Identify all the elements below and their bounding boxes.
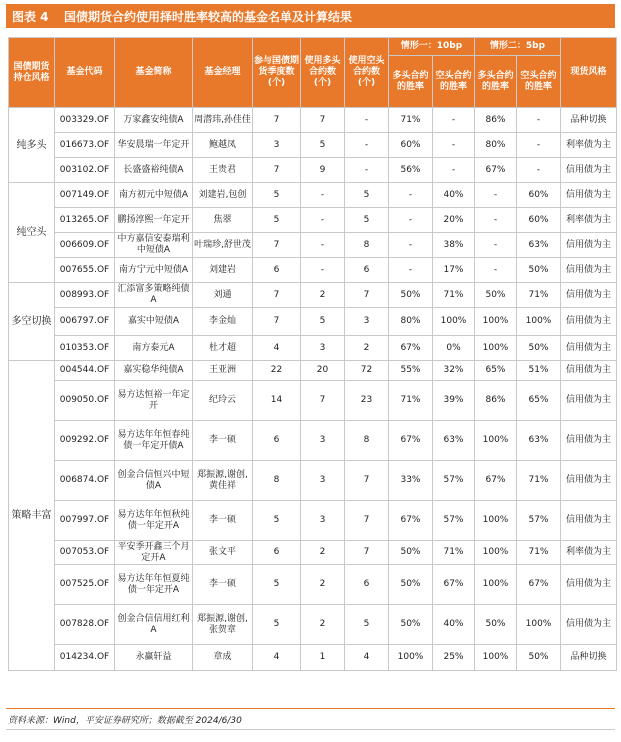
table-cell: 信用债为主 bbox=[561, 233, 617, 258]
table-cell: 平安季开鑫三个月定开A bbox=[115, 541, 193, 565]
category-cell: 多空切换 bbox=[9, 283, 55, 361]
table-cell: - bbox=[517, 108, 561, 133]
table-cell: 李一硕 bbox=[193, 565, 253, 605]
table-cell: - bbox=[345, 133, 389, 158]
table-cell: 20% bbox=[433, 208, 475, 233]
table-cell: 100% bbox=[475, 541, 517, 565]
table-cell: 57% bbox=[433, 461, 475, 501]
table-cell: 6 bbox=[253, 258, 301, 283]
table-cell: 南方初元中短债A bbox=[115, 183, 193, 208]
table-cell: 7 bbox=[345, 501, 389, 541]
table-cell: 72 bbox=[345, 361, 389, 381]
table-cell: 100% bbox=[389, 645, 433, 671]
table-cell: 易方达年年恒秋纯债一年定开A bbox=[115, 501, 193, 541]
table-cell: 50% bbox=[517, 258, 561, 283]
table-cell: 信用债为主 bbox=[561, 605, 617, 645]
table-cell: 章成 bbox=[193, 645, 253, 671]
table-cell: 7 bbox=[253, 283, 301, 308]
table-cell: 5 bbox=[253, 208, 301, 233]
table-cell: 8 bbox=[253, 461, 301, 501]
table-cell: 鹏扬淳熙一年定开 bbox=[115, 208, 193, 233]
table-cell: 5 bbox=[345, 605, 389, 645]
table-cell: 信用债为主 bbox=[561, 183, 617, 208]
table-cell: 信用债为主 bbox=[561, 308, 617, 336]
table-row bbox=[9, 108, 617, 133]
bottom-divider bbox=[6, 729, 615, 730]
table-row bbox=[9, 381, 617, 421]
table-row bbox=[9, 565, 617, 605]
header-category: 国债期货持仓风格 bbox=[9, 38, 55, 108]
category-cell: 纯多头 bbox=[9, 108, 55, 183]
figure-title-bar bbox=[6, 4, 615, 28]
table-cell: 40% bbox=[433, 605, 475, 645]
table-cell: 信用债为主 bbox=[561, 381, 617, 421]
table-cell: 张文平 bbox=[193, 541, 253, 565]
table-cell: 7 bbox=[253, 308, 301, 336]
table-cell: 信用债为主 bbox=[561, 158, 617, 183]
table-cell: 63% bbox=[517, 233, 561, 258]
table-row bbox=[9, 233, 617, 258]
table-cell: 郑振源,谢创,张贺章 bbox=[193, 605, 253, 645]
table-cell: 鲍越凤 bbox=[193, 133, 253, 158]
table-cell: 华安晨瑞一年定开 bbox=[115, 133, 193, 158]
table-cell: 57% bbox=[517, 501, 561, 541]
table-cell: 009292.OF bbox=[55, 421, 115, 461]
table-cell: 67% bbox=[389, 336, 433, 361]
table-cell: 60% bbox=[389, 133, 433, 158]
header-manager: 基金经理 bbox=[193, 38, 253, 108]
table-cell: 8 bbox=[345, 421, 389, 461]
table-cell: 易方达年年恒夏纯债一年定开A bbox=[115, 565, 193, 605]
table-cell: 100% bbox=[475, 421, 517, 461]
table-cell: 25% bbox=[433, 645, 475, 671]
table-row bbox=[9, 361, 617, 381]
table-cell: 刘建岩,包创 bbox=[193, 183, 253, 208]
table-cell: 叶瑞珍,舒世茂 bbox=[193, 233, 253, 258]
header-s2-long-rate: 多头合约的胜率 bbox=[475, 56, 517, 108]
table-cell: 71% bbox=[433, 541, 475, 565]
table-cell: 67% bbox=[389, 421, 433, 461]
table-cell: 100% bbox=[433, 308, 475, 336]
table-cell: 71% bbox=[433, 283, 475, 308]
table-cell: 南方宁元中短债A bbox=[115, 258, 193, 283]
table-cell: - bbox=[389, 208, 433, 233]
table-cell: 007525.OF bbox=[55, 565, 115, 605]
table-cell: 易方达年年恒春纯债一年定开债A bbox=[115, 421, 193, 461]
table-cell: 14 bbox=[253, 381, 301, 421]
table-cell: 100% bbox=[475, 645, 517, 671]
table-cell: 65% bbox=[475, 361, 517, 381]
table-cell: 南方泰元A bbox=[115, 336, 193, 361]
table-cell: 4 bbox=[345, 645, 389, 671]
table-row bbox=[9, 501, 617, 541]
table-cell: 纪玲云 bbox=[193, 381, 253, 421]
table-cell: 王亚洲 bbox=[193, 361, 253, 381]
table-cell: 3 bbox=[345, 308, 389, 336]
header-quarters: 参与国债期货季度数(个) bbox=[253, 38, 301, 108]
table-row bbox=[9, 258, 617, 283]
table-cell: 100% bbox=[517, 308, 561, 336]
table-cell: 71% bbox=[517, 541, 561, 565]
table-cell: 40% bbox=[433, 183, 475, 208]
table-cell: 50% bbox=[475, 605, 517, 645]
table-cell: - bbox=[389, 258, 433, 283]
table-cell: 006874.OF bbox=[55, 461, 115, 501]
table-cell: - bbox=[475, 183, 517, 208]
table-cell: 嘉实稳华纯债A bbox=[115, 361, 193, 381]
table-row bbox=[9, 183, 617, 208]
table-cell: 7 bbox=[253, 233, 301, 258]
table-cell: - bbox=[389, 233, 433, 258]
table-cell: 17% bbox=[433, 258, 475, 283]
table-cell: - bbox=[433, 108, 475, 133]
table-cell: 2 bbox=[301, 283, 345, 308]
table-cell: 3 bbox=[301, 501, 345, 541]
table-cell: 67% bbox=[433, 565, 475, 605]
category-cell: 纯空头 bbox=[9, 183, 55, 283]
table-cell: 信用债为主 bbox=[561, 461, 617, 501]
table-cell: 汇添富多策略纯债A bbox=[115, 283, 193, 308]
table-cell: 50% bbox=[475, 283, 517, 308]
table-cell: 5 bbox=[253, 183, 301, 208]
header-scenario-2: 情形二：5bp bbox=[475, 38, 561, 56]
table-cell: 33% bbox=[389, 461, 433, 501]
table-cell: 63% bbox=[433, 421, 475, 461]
table-cell: 100% bbox=[475, 336, 517, 361]
table-cell: 杜才超 bbox=[193, 336, 253, 361]
table-cell: 李一硕 bbox=[193, 421, 253, 461]
table-cell: 003102.OF bbox=[55, 158, 115, 183]
table-cell: - bbox=[301, 208, 345, 233]
table-cell: 5 bbox=[253, 605, 301, 645]
table-cell: - bbox=[345, 158, 389, 183]
table-cell: 010353.OF bbox=[55, 336, 115, 361]
table-cell: 7 bbox=[301, 108, 345, 133]
source-note: 资料来源：Wind，平安证券研究所；数据截至 2024/6/30 bbox=[8, 716, 242, 726]
table-cell: 长盛盛裕纯债A bbox=[115, 158, 193, 183]
table-cell: 3 bbox=[301, 461, 345, 501]
table-cell: 60% bbox=[517, 208, 561, 233]
table-row bbox=[9, 461, 617, 501]
table-cell: 王贵君 bbox=[193, 158, 253, 183]
table-cell: 7 bbox=[301, 381, 345, 421]
table-cell: 万家鑫安纯债A bbox=[115, 108, 193, 133]
table-cell: 013265.OF bbox=[55, 208, 115, 233]
table-cell: 71% bbox=[517, 283, 561, 308]
table-cell: 71% bbox=[517, 461, 561, 501]
table-cell: 80% bbox=[475, 133, 517, 158]
table-cell: 39% bbox=[433, 381, 475, 421]
table-cell: 中方嘉信安泰瑞利中短债A bbox=[115, 233, 193, 258]
table-cell: 信用债为主 bbox=[561, 361, 617, 381]
table-cell: 信用债为主 bbox=[561, 258, 617, 283]
table-cell: 创金合信信用红利A bbox=[115, 605, 193, 645]
table-cell: 86% bbox=[475, 108, 517, 133]
table-cell: 100% bbox=[517, 605, 561, 645]
table-cell: 67% bbox=[475, 461, 517, 501]
table-cell: 7 bbox=[345, 283, 389, 308]
table-cell: - bbox=[301, 258, 345, 283]
table-cell: 8 bbox=[345, 233, 389, 258]
table-cell: 2 bbox=[301, 565, 345, 605]
table-cell: 67% bbox=[517, 565, 561, 605]
table-cell: 007828.OF bbox=[55, 605, 115, 645]
table-row bbox=[9, 283, 617, 308]
header-code: 基金代码 bbox=[55, 38, 115, 108]
table-cell: 5 bbox=[253, 501, 301, 541]
table-row bbox=[9, 605, 617, 645]
table-row bbox=[9, 336, 617, 361]
table-cell: 50% bbox=[389, 565, 433, 605]
table-cell: 3 bbox=[301, 421, 345, 461]
table-cell: 利率债为主 bbox=[561, 133, 617, 158]
table-cell: 004544.OF bbox=[55, 361, 115, 381]
table-cell: - bbox=[389, 183, 433, 208]
table-cell: 006609.OF bbox=[55, 233, 115, 258]
table-cell: 品种切换 bbox=[561, 645, 617, 671]
table-cell: 7 bbox=[253, 108, 301, 133]
table-cell: - bbox=[345, 108, 389, 133]
table-cell: 5 bbox=[301, 308, 345, 336]
table-cell: 李一硕 bbox=[193, 501, 253, 541]
table-cell: - bbox=[301, 183, 345, 208]
footer-divider bbox=[6, 708, 615, 709]
table-cell: 014234.OF bbox=[55, 645, 115, 671]
table-cell: 6 bbox=[253, 541, 301, 565]
table-cell: 65% bbox=[517, 381, 561, 421]
table-cell: 利率债为主 bbox=[561, 541, 617, 565]
table-cell: 007997.OF bbox=[55, 501, 115, 541]
table-cell: - bbox=[517, 158, 561, 183]
table-cell: 80% bbox=[389, 308, 433, 336]
table-cell: 60% bbox=[517, 183, 561, 208]
table-cell: 3 bbox=[301, 336, 345, 361]
table-cell: 郑振源,谢创,黄佳祥 bbox=[193, 461, 253, 501]
table-cell: 2 bbox=[345, 336, 389, 361]
table-cell: 李金灿 bbox=[193, 308, 253, 336]
table-cell: 55% bbox=[389, 361, 433, 381]
table-cell: 50% bbox=[389, 541, 433, 565]
table-cell: 20 bbox=[301, 361, 345, 381]
table-cell: 7 bbox=[253, 158, 301, 183]
header-s1-long-rate: 多头合约的胜率 bbox=[389, 56, 433, 108]
figure-title: 国债期货合约使用择时胜率较高的基金名单及计算结果 bbox=[64, 9, 353, 24]
table-cell: 永赢轩益 bbox=[115, 645, 193, 671]
table-row bbox=[9, 208, 617, 233]
table-cell: 利率债为主 bbox=[561, 208, 617, 233]
table-cell: 信用债为主 bbox=[561, 501, 617, 541]
table-row bbox=[9, 133, 617, 158]
table-cell: 焦翠 bbox=[193, 208, 253, 233]
table-row bbox=[9, 541, 617, 565]
table-cell: 006797.OF bbox=[55, 308, 115, 336]
table-cell: 周潜玮,孙佳佳 bbox=[193, 108, 253, 133]
table-cell: 6 bbox=[253, 421, 301, 461]
table-cell: 32% bbox=[433, 361, 475, 381]
table-row bbox=[9, 645, 617, 671]
table-cell: 57% bbox=[433, 501, 475, 541]
table-cell: 0% bbox=[433, 336, 475, 361]
table-cell: - bbox=[433, 158, 475, 183]
table-cell: 2 bbox=[301, 605, 345, 645]
table-cell: 23 bbox=[345, 381, 389, 421]
table-cell: - bbox=[433, 133, 475, 158]
table-cell: 5 bbox=[345, 208, 389, 233]
table-cell: 100% bbox=[475, 501, 517, 541]
table-cell: 003329.OF bbox=[55, 108, 115, 133]
table-cell: 信用债为主 bbox=[561, 336, 617, 361]
header-s1-short-rate: 空头合约的胜率 bbox=[433, 56, 475, 108]
table-cell: 007655.OF bbox=[55, 258, 115, 283]
table-cell: 6 bbox=[345, 258, 389, 283]
header-long-count: 使用多头合约数(个) bbox=[301, 38, 345, 108]
table-cell: 5 bbox=[345, 183, 389, 208]
table-cell: - bbox=[475, 208, 517, 233]
table-row bbox=[9, 158, 617, 183]
table-cell: 信用债为主 bbox=[561, 565, 617, 605]
table-cell: 6 bbox=[345, 565, 389, 605]
table-cell: 创金合信恒兴中短债A bbox=[115, 461, 193, 501]
table-cell: 22 bbox=[253, 361, 301, 381]
table-cell: 嘉实中短债A bbox=[115, 308, 193, 336]
table-cell: 50% bbox=[517, 336, 561, 361]
table-cell: 易方达恒裕一年定开 bbox=[115, 381, 193, 421]
table-cell: 100% bbox=[475, 565, 517, 605]
table-cell: 7 bbox=[345, 541, 389, 565]
header-scenario-1: 情形一：10bp bbox=[389, 38, 475, 56]
table-cell: 3 bbox=[253, 133, 301, 158]
table-cell: 56% bbox=[389, 158, 433, 183]
table-cell: 品种切换 bbox=[561, 108, 617, 133]
header-spot-style: 现货风格 bbox=[561, 38, 617, 108]
table-cell: 刘通 bbox=[193, 283, 253, 308]
table-cell: 信用债为主 bbox=[561, 283, 617, 308]
table-cell: - bbox=[517, 133, 561, 158]
table-cell: 86% bbox=[475, 381, 517, 421]
header-name: 基金简称 bbox=[115, 38, 193, 108]
table-cell: 刘建岩 bbox=[193, 258, 253, 283]
header-short-count: 使用空头合约数(个) bbox=[345, 38, 389, 108]
table-cell: 100% bbox=[475, 308, 517, 336]
table-cell: - bbox=[475, 258, 517, 283]
table-cell: 5 bbox=[253, 565, 301, 605]
table-row bbox=[9, 308, 617, 336]
table-cell: 信用债为主 bbox=[561, 421, 617, 461]
category-cell: 策略丰富 bbox=[9, 361, 55, 671]
table-cell: 5 bbox=[301, 133, 345, 158]
table-cell: 50% bbox=[389, 605, 433, 645]
table-cell: 4 bbox=[253, 336, 301, 361]
table-cell: 008993.OF bbox=[55, 283, 115, 308]
header-s2-short-rate: 空头合约的胜率 bbox=[517, 56, 561, 108]
fund-table bbox=[8, 37, 617, 671]
table-cell: 51% bbox=[517, 361, 561, 381]
table-cell: 009050.OF bbox=[55, 381, 115, 421]
table-cell: - bbox=[301, 233, 345, 258]
table-cell: 71% bbox=[389, 108, 433, 133]
table-cell: 67% bbox=[475, 158, 517, 183]
table-cell: 9 bbox=[301, 158, 345, 183]
table-cell: 2 bbox=[301, 541, 345, 565]
table-cell: 63% bbox=[517, 421, 561, 461]
table-cell: 50% bbox=[517, 645, 561, 671]
table-row bbox=[9, 421, 617, 461]
figure-label: 图表 4 bbox=[12, 9, 49, 24]
table-cell: 007149.OF bbox=[55, 183, 115, 208]
table-cell: 016673.OF bbox=[55, 133, 115, 158]
table-cell: - bbox=[475, 233, 517, 258]
table-cell: 007053.OF bbox=[55, 541, 115, 565]
table-cell: 38% bbox=[433, 233, 475, 258]
table-cell: 50% bbox=[389, 283, 433, 308]
table-cell: 71% bbox=[389, 381, 433, 421]
table-cell: 1 bbox=[301, 645, 345, 671]
table-cell: 67% bbox=[389, 501, 433, 541]
table-cell: 4 bbox=[253, 645, 301, 671]
table-cell: 7 bbox=[345, 461, 389, 501]
